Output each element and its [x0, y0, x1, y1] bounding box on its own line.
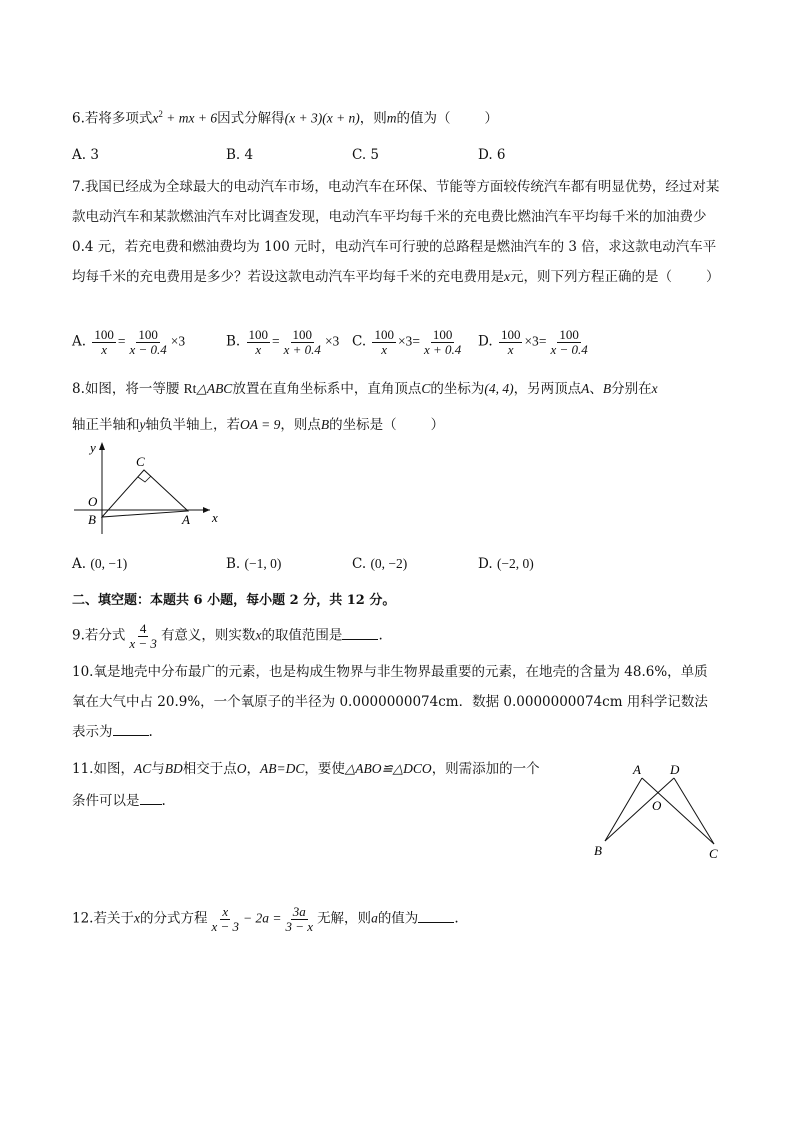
fraction: $\frac{100}{x}$ [248, 327, 269, 357]
q6-option-a[interactable]: A. 3 [72, 147, 99, 163]
q8-option-a[interactable]: A. (0, −1) [72, 556, 128, 572]
question-8-stem-line2: 轴正半轴和y轴负半轴上，若OA = 9，则点B的坐标是（ ） [72, 417, 445, 433]
q8-option-c[interactable]: C. (0, −2) [352, 556, 408, 572]
answer-blank[interactable] [342, 627, 378, 640]
label-b: B [594, 843, 602, 858]
fraction: $\frac{100}{x - 0.4}$ [550, 327, 588, 357]
q6-option-b[interactable]: B. 4 [226, 147, 254, 163]
label-a: A [182, 512, 190, 527]
fraction: $\frac{100}{x - 0.4}$ [129, 327, 167, 357]
label-a: A [633, 762, 641, 777]
y-axis-arrow [99, 442, 105, 450]
label-b: B [88, 512, 96, 527]
fraction: $\frac{100}{x}$ [374, 327, 394, 357]
q7-option-a[interactable]: A. $\frac{100}{x}$ = $\frac{100}{x - 0.4}$ ×3 [72, 327, 186, 357]
q6-option-c[interactable]: C. 5 [352, 147, 380, 163]
label-c: C [709, 846, 718, 861]
question-10-stem: 10.氧是地壳中分布最广的元素，也是构成生物界与非生物界最重要的元素，在地壳的含量为 48.6%，单质氧在大气中占 20.9%，一个氧原子的半径为 0.0000000074cm．数据 0.0000000074cm 用科学记数法表示为 . [72, 664, 708, 740]
segment-dc [674, 778, 714, 844]
q8-option-b[interactable]: B. (−1, 0) [226, 556, 282, 572]
fraction: $\frac{3a}{3 - x}$ [285, 904, 314, 934]
fraction: $\frac{100}{x + 0.4}$ [283, 327, 321, 357]
q7-option-d[interactable]: D. $\frac{100}{x}$ ×3= $\frac{100}{x - 0.4}$ [478, 327, 588, 357]
segment-ab [605, 778, 642, 841]
answer-blank[interactable] [140, 792, 162, 805]
answer-blank[interactable] [418, 910, 454, 923]
q7-option-c[interactable]: C. $\frac{100}{x}$ ×3= $\frac{100}{x + 0.4}$ [352, 327, 462, 357]
section-heading: 二、填空题：本题共 6 小题，每小题 2 分，共 12 分。 [72, 593, 396, 608]
fraction: $\frac{100}{x}$ [94, 327, 114, 357]
label-y: y [90, 440, 96, 455]
right-angle-mark [138, 476, 151, 482]
q7-option-b[interactable]: B. $\frac{100}{x}$ = $\frac{100}{x + 0.4}$ ×3 [226, 327, 340, 357]
question-8-stem-line1: 8.如图，将一等腰 Rt△ABC放置在直角坐标系中，直角顶点C的坐标为(4, 4)，另两顶点A、B分别在x [72, 381, 658, 397]
q8-figure [72, 436, 222, 536]
answer-blank[interactable] [113, 723, 149, 736]
question-6-stem: 6.若将多项式$x^2$ + mx + 6因式分解得(x + 3)(x + n)，则m的值为（ ） [72, 109, 499, 127]
question-12-stem: 12.若关于x的分式方程 $\frac{x}{x - 3}$ − 2a = $\frac{3a}{3 - x}$ 无解，则a的值为 . [72, 904, 459, 934]
q11-figure [588, 756, 728, 866]
fraction: $\frac{100}{x + 0.4}$ [423, 327, 462, 357]
label-c: C [136, 454, 145, 469]
label-d: D [670, 762, 680, 777]
q6-option-d[interactable]: D. 6 [478, 147, 506, 163]
label-o: O [88, 494, 98, 509]
x-axis-arrow [203, 507, 210, 513]
question-7-stem: 7.我国已经成为全球最大的电动汽车市场，电动汽车在环保、节能等方面较传统汽车都有明显优势，经过对某款电动汽车和某款燃油汽车对比调查发现，电动汽车平均每千米的充电费比燃油汽车平均每千米的加油费少 0.4 元，若充电费和燃油费均为 100 元时，电动汽车可行驶的总路程是燃油汽车的 3 倍，求这款电动汽车平均每千米的充电费用是多少？若设这款电动汽车平均每千米的充电费用是x元，则下列方程正确的是（ ） [72, 179, 720, 285]
question-11-stem-line2: 条件可以是 . [72, 793, 166, 809]
fraction: $\frac{4}{x - 3}$ [129, 621, 157, 651]
question-11-stem-line1: 11.如图，AC与BD相交于点O，AB=DC，要使△ABO≌△DCO，则需添加的一个 [72, 761, 540, 777]
q8-option-d[interactable]: D. (−2, 0) [478, 556, 534, 572]
label-o: O [652, 798, 662, 813]
question-9-stem: 9.若分式 $\frac{4}{x - 3}$ 有意义，则实数x的取值范围是 . [72, 621, 383, 651]
segment-bd [605, 778, 674, 841]
fraction: $\frac{x}{x - 3}$ [211, 904, 240, 934]
label-x: x [212, 510, 218, 525]
fraction: $\frac{100}{x}$ [500, 327, 521, 357]
